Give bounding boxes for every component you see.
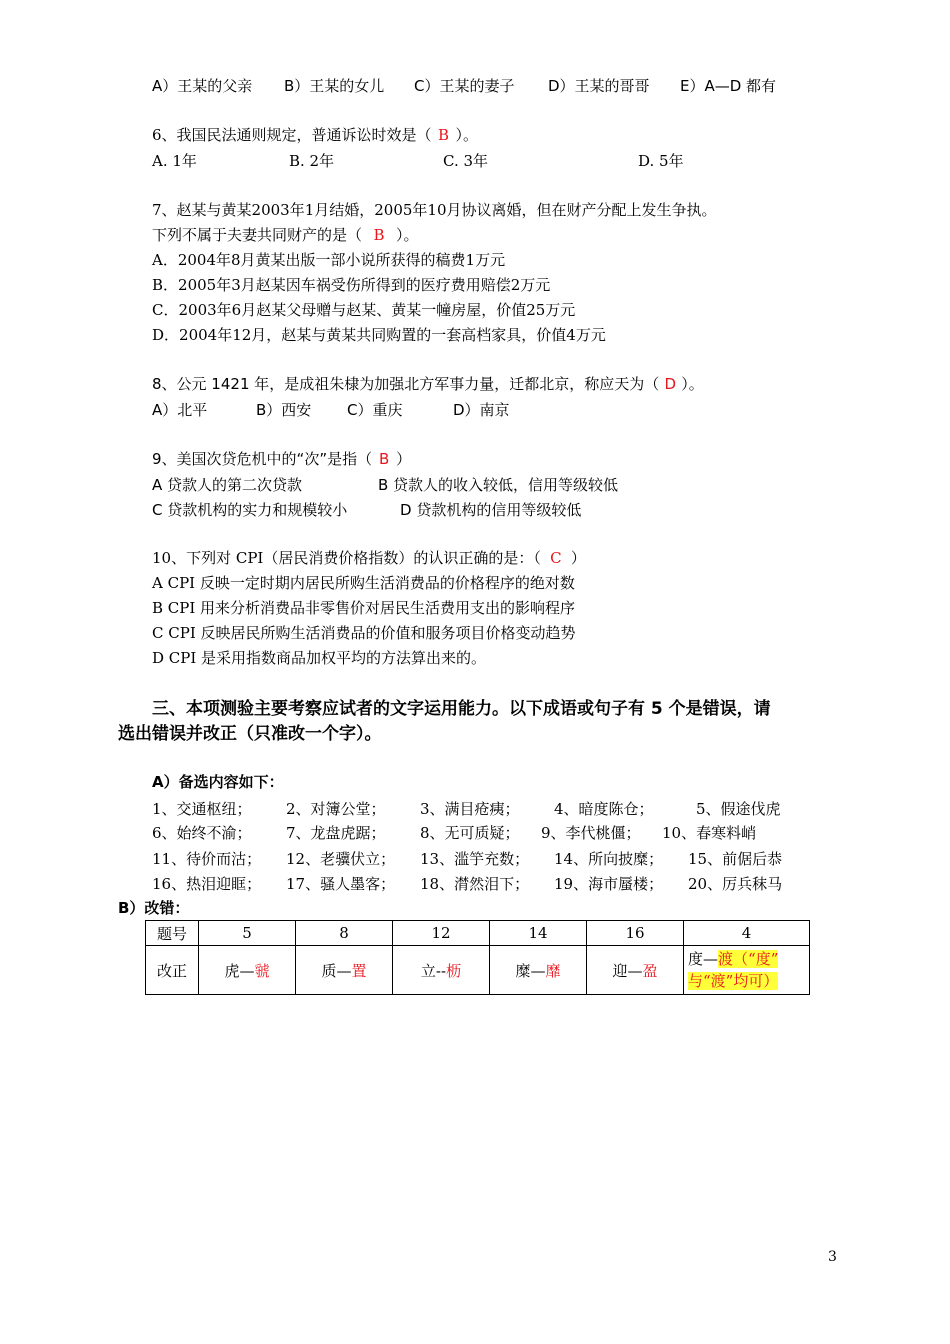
table-cell: 立--枥 [393, 946, 490, 995]
idiom-item: 4、暗度陈仓； [554, 800, 654, 818]
highlight-note: 与“渡”均可） [688, 972, 779, 990]
answer: B [378, 450, 390, 468]
option: B 贷款人的收入较低，信用等级较低 [378, 476, 619, 494]
question-9-stem: 9、美国次贷危机中的“次”是指（ B ） [152, 450, 412, 468]
table-cell: 5 [199, 921, 296, 946]
idiom-item: 11、待价而沽； [152, 850, 262, 868]
table-cell: 虎—虢 [199, 946, 296, 995]
idiom-item: 2、对簿公堂； [286, 800, 386, 818]
option: B CPI 用来分析消费品非零售价对居民生活费用支出的影响程序 [152, 599, 576, 617]
question-8-stem: 8、公元 1421 年，是成祖朱棣为加强北方军事力量，迁都北京，称应天为（ D ）。 [152, 375, 704, 393]
option: A．2004年8月黄某出版一部小说所获得的稿费1万元 [152, 251, 506, 269]
table-cell: 12 [393, 921, 490, 946]
option: C. 3年 [443, 152, 489, 170]
idiom-item: 3、满目疮痍； [420, 800, 520, 818]
idiom-item: 15、前倨后恭 [688, 850, 783, 868]
idiom-item: 13、滥竽充数； [420, 850, 530, 868]
idiom-item: 5、假途伐虎 [696, 800, 781, 818]
idiom-item: 20、厉兵秣马 [688, 875, 783, 893]
idiom-item: 10、春寒料峭 [662, 824, 757, 842]
option: B）西安 [256, 401, 312, 419]
option: A 贷款人的第二次贷款 [152, 476, 303, 494]
option: D）南京 [453, 401, 510, 419]
idiom-item: 18、潸然泪下； [420, 875, 530, 893]
option: A）王某的父亲 [152, 77, 253, 95]
section-3-title: 三、本项测验主要考察应试者的文字运用能力。以下成语或句子有 5 个是错误，请 [152, 699, 771, 719]
idiom-item: 1、交通枢纽； [152, 800, 252, 818]
option: C．2003年6月赵某父母赠与赵某、黄某一幢房屋，价值25万元 [152, 301, 576, 319]
option: D CPI 是采用指数商品加权平均的方法算出来的。 [152, 649, 487, 667]
table-row [146, 946, 810, 995]
idiom-item: 19、海市蜃楼； [554, 875, 664, 893]
option: C CPI 反映居民所购生活消费品的价值和服务项目价格变动趋势 [152, 624, 576, 642]
table-cell: 4 [684, 921, 810, 946]
table-cell: 迎—盈 [587, 946, 684, 995]
table-header-label: 题号 [146, 921, 199, 946]
corrected-char: 盈 [642, 961, 658, 980]
idiom-item: 6、始终不渝； [152, 824, 252, 842]
option: C）王某的妻子 [414, 77, 515, 95]
option: B）王某的女儿 [284, 77, 385, 95]
table-header-row [146, 921, 810, 946]
answer: B [373, 226, 385, 244]
option: D）王某的哥哥 [548, 77, 650, 95]
corrected-char: 枥 [446, 961, 462, 980]
idiom-item: 14、所向披糜； [554, 850, 664, 868]
option: B. 2年 [289, 152, 335, 170]
answer: D [664, 375, 677, 393]
part-a-heading: A）备选内容如下： [152, 773, 284, 791]
corrected-char: 虢 [254, 961, 270, 980]
question-7-stem: 7、赵某与黄某2003年1月结婚，2005年10月协议离婚，但在财产分配上发生争执。 [152, 201, 717, 219]
question-7-stem-2: 下列不属于夫妻共同财产的是（ B ）。 [152, 226, 419, 244]
option: D．2004年12月，赵某与黄某共同购置的一套高档家具，价值4万元 [152, 326, 606, 344]
option: A）北平 [152, 401, 208, 419]
answer: C [550, 549, 562, 567]
table-cell: 质—置 [296, 946, 393, 995]
option: D. 5年 [638, 152, 684, 170]
highlight-note: （“度” [733, 950, 779, 968]
answer: B [438, 126, 450, 144]
table-cell: 糜—靡 [490, 946, 587, 995]
corrected-char: 渡 [718, 950, 734, 968]
idiom-item: 17、骚人墨客； [286, 875, 396, 893]
idiom-item: 7、龙盘虎踞； [286, 824, 386, 842]
table-cell: 16 [587, 921, 684, 946]
idiom-item: 8、无可质疑； [420, 824, 520, 842]
option: E）A—D 都有 [680, 77, 777, 95]
table-row-label: 改正 [146, 946, 199, 995]
table-cell: 14 [490, 921, 587, 946]
idiom-item: 16、热泪迎眶； [152, 875, 262, 893]
option: A. 1年 [152, 152, 197, 170]
question-10-stem: 10、下列对 CPI（居民消费价格指数）的认识正确的是：（ C ） [152, 549, 586, 567]
idiom-item: 12、老骥伏立； [286, 850, 396, 868]
question-6-stem: 6、我国民法通则规定，普通诉讼时效是（ B ）。 [152, 126, 479, 144]
corrected-char: 靡 [545, 961, 561, 980]
option: A CPI 反映一定时期内居民所购生活消费品的价格程序的绝对数 [152, 574, 575, 592]
corrected-char: 置 [351, 961, 367, 980]
page-number: 3 [828, 1249, 837, 1265]
option: C 贷款机构的实力和规模较小 [152, 501, 348, 519]
idiom-item: 9、李代桃僵； [541, 824, 641, 842]
table-cell: 8 [296, 921, 393, 946]
correction-table [145, 920, 810, 995]
section-3-title-cont: 选出错误并改正（只准改一个字）。 [118, 724, 382, 744]
table-cell: 度—渡（“度” 与“渡”均可） [684, 946, 810, 995]
option: C）重庆 [347, 401, 403, 419]
option: B．2005年3月赵某因车祸受伤所得到的医疗费用赔偿2万元 [152, 276, 551, 294]
option: D 贷款机构的信用等级较低 [400, 501, 582, 519]
part-b-heading: B）改错： [118, 899, 190, 917]
